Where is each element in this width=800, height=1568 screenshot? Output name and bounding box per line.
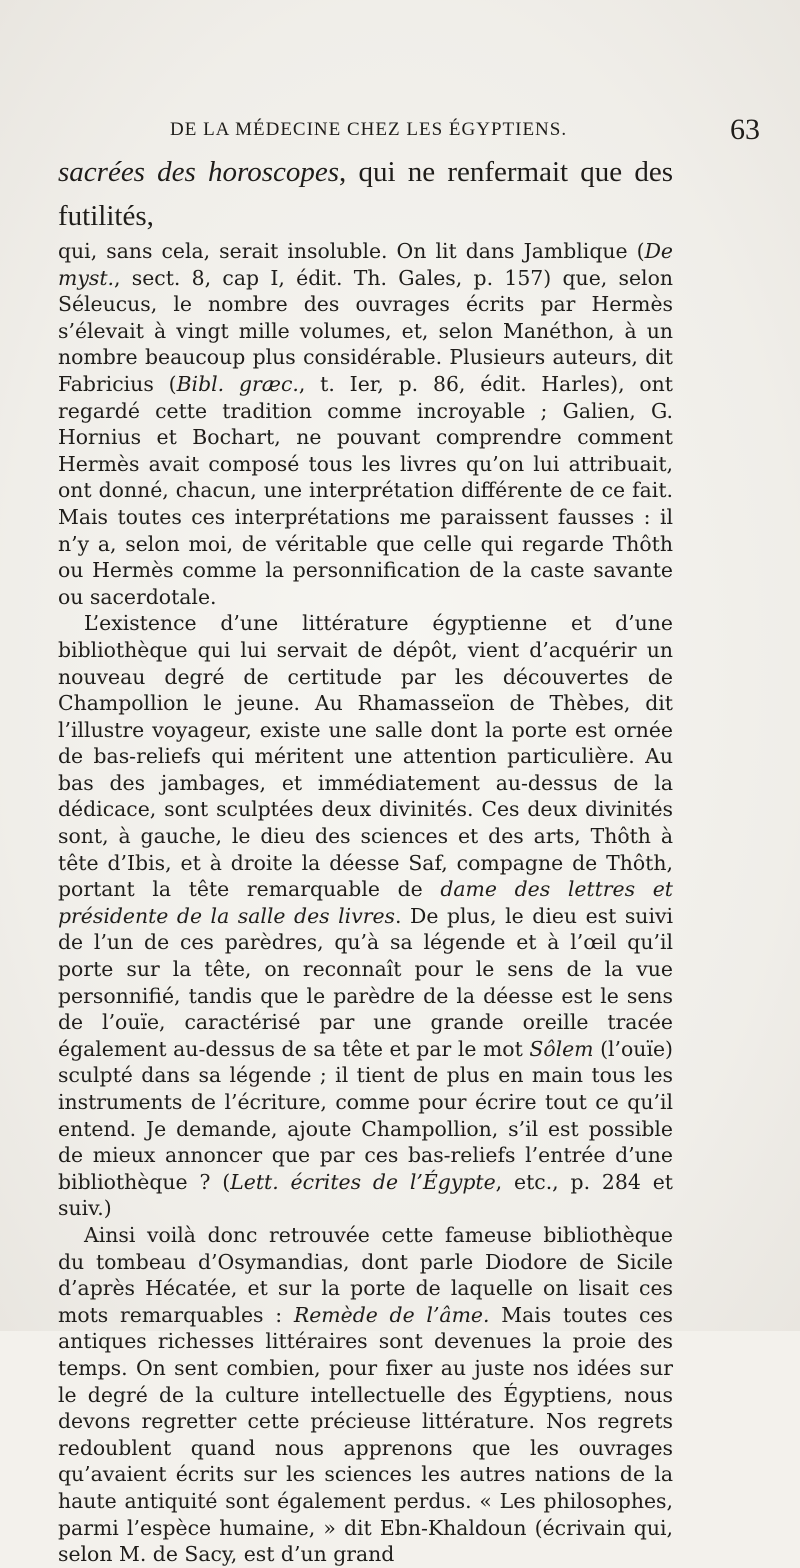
paragraph-1 <box>58 238 673 610</box>
p2-text-2: . De plus, le dieu est suivi de l’un de ces parèdres, qu’à sa légende et à l’œil qu’il porte sur la tête, on reconnaît pour le sens de la vue personnifié, tandis que le parèdre de la déesse est le sens de l’ouïe, caractérisé par une grande oreille tracée également au-dessus de sa tête et par le mot <box>58 903 674 1061</box>
p2-italic-2: Sôlem <box>529 1036 594 1061</box>
opening-line <box>58 150 673 238</box>
p2-italic-1: dame des lettres et présidente de la salle des livres <box>58 877 673 928</box>
running-title: DE LA MÉDECINE CHEZ LES ÉGYPTIENS. <box>170 119 568 140</box>
opening-rest: , qui ne renfermait que des futilités, <box>58 156 673 232</box>
body-text <box>58 150 673 1568</box>
p1-text-2: , sect. 8, cap I, édit. Th. Gales, p. 157) que, selon Séleucus, le nombre des ouvrages écrits par Hermès s’élevait à vingt mille volumes, et, selon Manéthon, à un nombre beaucoup plus considérable. Plusieurs auteurs, dit Fabricius ( <box>58 265 673 396</box>
p2-text-1: L’existence d’une littérature égyptienne et d’une bibliothèque qui lui servait de dépôt, vient d’acquérir un nouveau degré de certitude par les découvertes de Champollion le jeune. Au Rhamasseïon de Thèbes, dit l’illustre voyageur, existe une salle dont la porte est ornée de bas-reliefs qui méritent une attention particulière. Au bas des jambages, et immédiatement au-dessus de la dédicace, sont sculptées deux divinités. Ces deux divinités sont, à gauche, le dieu des sciences et des arts, Thôth à tête d’Ibis, et à droite la déesse Saf, compagne de Thôth, portant la tête remarquable de <box>58 611 673 902</box>
p3-text-1: Ainsi voilà donc retrouvée cette fameuse bibliothèque du tombeau d’Osymandias, dont parle Diodore de Sicile d’après Hécatée, et sur la porte de laquelle on lisait ces mots remarquables : <box>58 1222 673 1327</box>
p2-text-4: , etc., p. 284 et suiv.) <box>58 1169 673 1221</box>
opening-italic: sacrées des horoscopes <box>58 156 340 188</box>
paragraph-2 <box>58 610 673 1222</box>
p1-italic-1: De myst. <box>58 239 673 290</box>
p3-italic-1: Remède de l’âme. <box>293 1302 490 1327</box>
p2-italic-3: Lett. écrites de l’Égypte <box>230 1169 496 1194</box>
p3-text-2: Mais toutes ces antiques richesses littéraires sont devenues la proie des temps. On sent combien, pour fixer au juste nos idées sur le degré de la culture intellectuelle des Égyptiens, nous devons regretter cette précieuse littérature. Nos regrets redoublent quand nous apprenons que les ouvrages qu’avaient écrits sur les sciences les autres nations de la haute antiquité sont également perdus. « Les philosophes, parmi l’espèce humaine, » dit Ebn-Khaldoun (écrivain qui, selon M. de Sacy, est d’un grand <box>58 1302 673 1567</box>
p1-italic-2: Bibl. græc. <box>176 371 299 396</box>
paragraph-3 <box>58 1222 673 1568</box>
p2-text-3: (l’ouïe) sculpté dans sa légende ; il tient de plus en main tous les instruments de l’écriture, comme pour écrire tout ce qu’il entend. Je demande, ajoute Champollion, s’il est possible de mieux annoncer que par ces bas-reliefs l’entrée d’une bibliothèque ? ( <box>58 1036 673 1194</box>
p1-text-3: , t. Ier, p. 86, édit. Harles), ont regardé cette tradition comme incroyable ; Galien, G. Hornius et Bochart, ne pouvant comprendre comment Hermès avait composé tous les livres qu’on lui attribuait, ont donné, chacun, une interprétation différente de ce fait. Mais toutes ces interprétations me paraissent fausses : il n’y a, selon moi, de véritable que celle qui regarde Thôth ou Hermès comme la personnification de la caste savante ou sacerdotale. <box>58 371 673 609</box>
page-number: 63 <box>730 113 760 146</box>
page-header <box>170 110 760 150</box>
p1-text-1: qui, sans cela, serait insoluble. On lit dans Jamblique ( <box>58 239 645 263</box>
